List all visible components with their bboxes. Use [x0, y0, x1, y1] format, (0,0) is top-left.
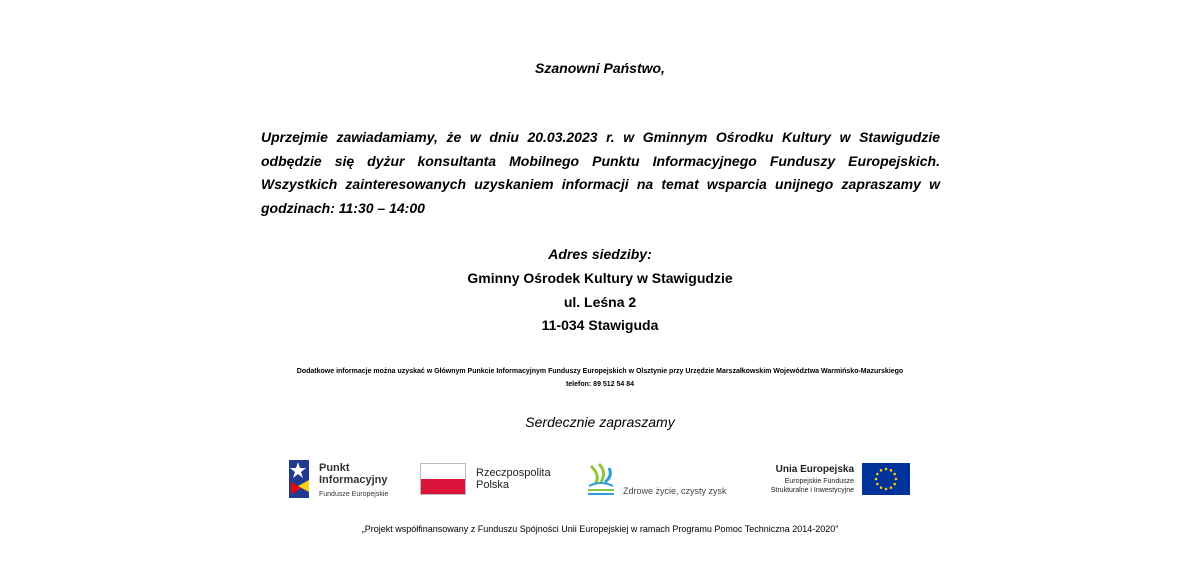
- punkt-informacyjny-icon: [288, 458, 312, 500]
- eu-star: [895, 478, 898, 481]
- rp-line1: Rzeczpospolita: [476, 467, 551, 479]
- ue-line1: Unia Europejska: [775, 464, 854, 475]
- eu-star: [890, 486, 893, 489]
- ue-line2: Europejskie Fundusze: [784, 478, 854, 485]
- punkt-informacyjny-logo: [288, 458, 398, 502]
- greeting: Szanowni Państwo,: [535, 60, 665, 76]
- rp-line2: Polska: [476, 479, 510, 491]
- eu-star: [880, 486, 883, 489]
- announcement-text: Uprzejmie zawiadamiamy, że w dniu 20.03.2023 r. w Gminnym Ośrodku Kultury w Stawigudzie odbędzie się dyżur konsultanta Mobilnego Punktu Informacyjnego Funduszy Europejskich. Wszystkich zainteresowanych uzyskaniem informacji na temat wsparcia unijnego zapraszamy w godzinach: 11:30 – 14:00: [261, 129, 940, 216]
- punkt-line1: Punkt: [319, 462, 350, 474]
- ue-line3: Strukturalne i Inwestycyjne: [770, 487, 854, 494]
- address-name: Gminny Ośrodek Kultury w Stawigudzie: [467, 270, 733, 286]
- punkt-line3: Fundusze Europejskie: [319, 491, 389, 498]
- additional-info: Dodatkowe informacje można uzyskać w Głównym Punkcie Informacyjnym Funduszy Europejskich w Olsztynie przy Urzędzie Marszałkowskim Województwa Warmińsko-Mazurskiego: [296, 368, 904, 375]
- phone-number: telefon: 89 512 54 84: [565, 381, 635, 388]
- eu-star: [885, 488, 888, 491]
- address-street: ul. Leśna 2: [563, 294, 637, 310]
- address-label: Adres siedziby:: [548, 246, 652, 262]
- eu-star: [880, 469, 883, 472]
- address-city: 11-034 Stawiguda: [541, 317, 659, 333]
- eu-flag-icon: [862, 463, 910, 495]
- punkt-line2: Informacyjny: [319, 474, 388, 486]
- eu-star: [893, 473, 896, 476]
- polish-flag-icon: [420, 463, 466, 495]
- invitation: Serdecznie zapraszamy: [525, 414, 675, 430]
- warmia-mazury-logo: [585, 462, 735, 500]
- footer-note: „Projekt współfinansowany z Funduszu Spójności Unii Europejskiej w ramach Programu Pomoc Techniczna 2014-2020”: [361, 524, 839, 534]
- eu-star: [876, 473, 879, 476]
- warmia-slogan: Zdrowe życie, czysty zysk: [623, 486, 727, 496]
- eu-star: [890, 469, 893, 472]
- eu-star: [893, 483, 896, 486]
- eu-star: [885, 468, 888, 471]
- eu-star: [876, 483, 879, 486]
- rzeczpospolita-polska-logo: [420, 463, 560, 497]
- eu-star: [875, 478, 878, 481]
- warmia-mazury-icon: [585, 462, 617, 498]
- unia-europejska-logo: [760, 462, 912, 498]
